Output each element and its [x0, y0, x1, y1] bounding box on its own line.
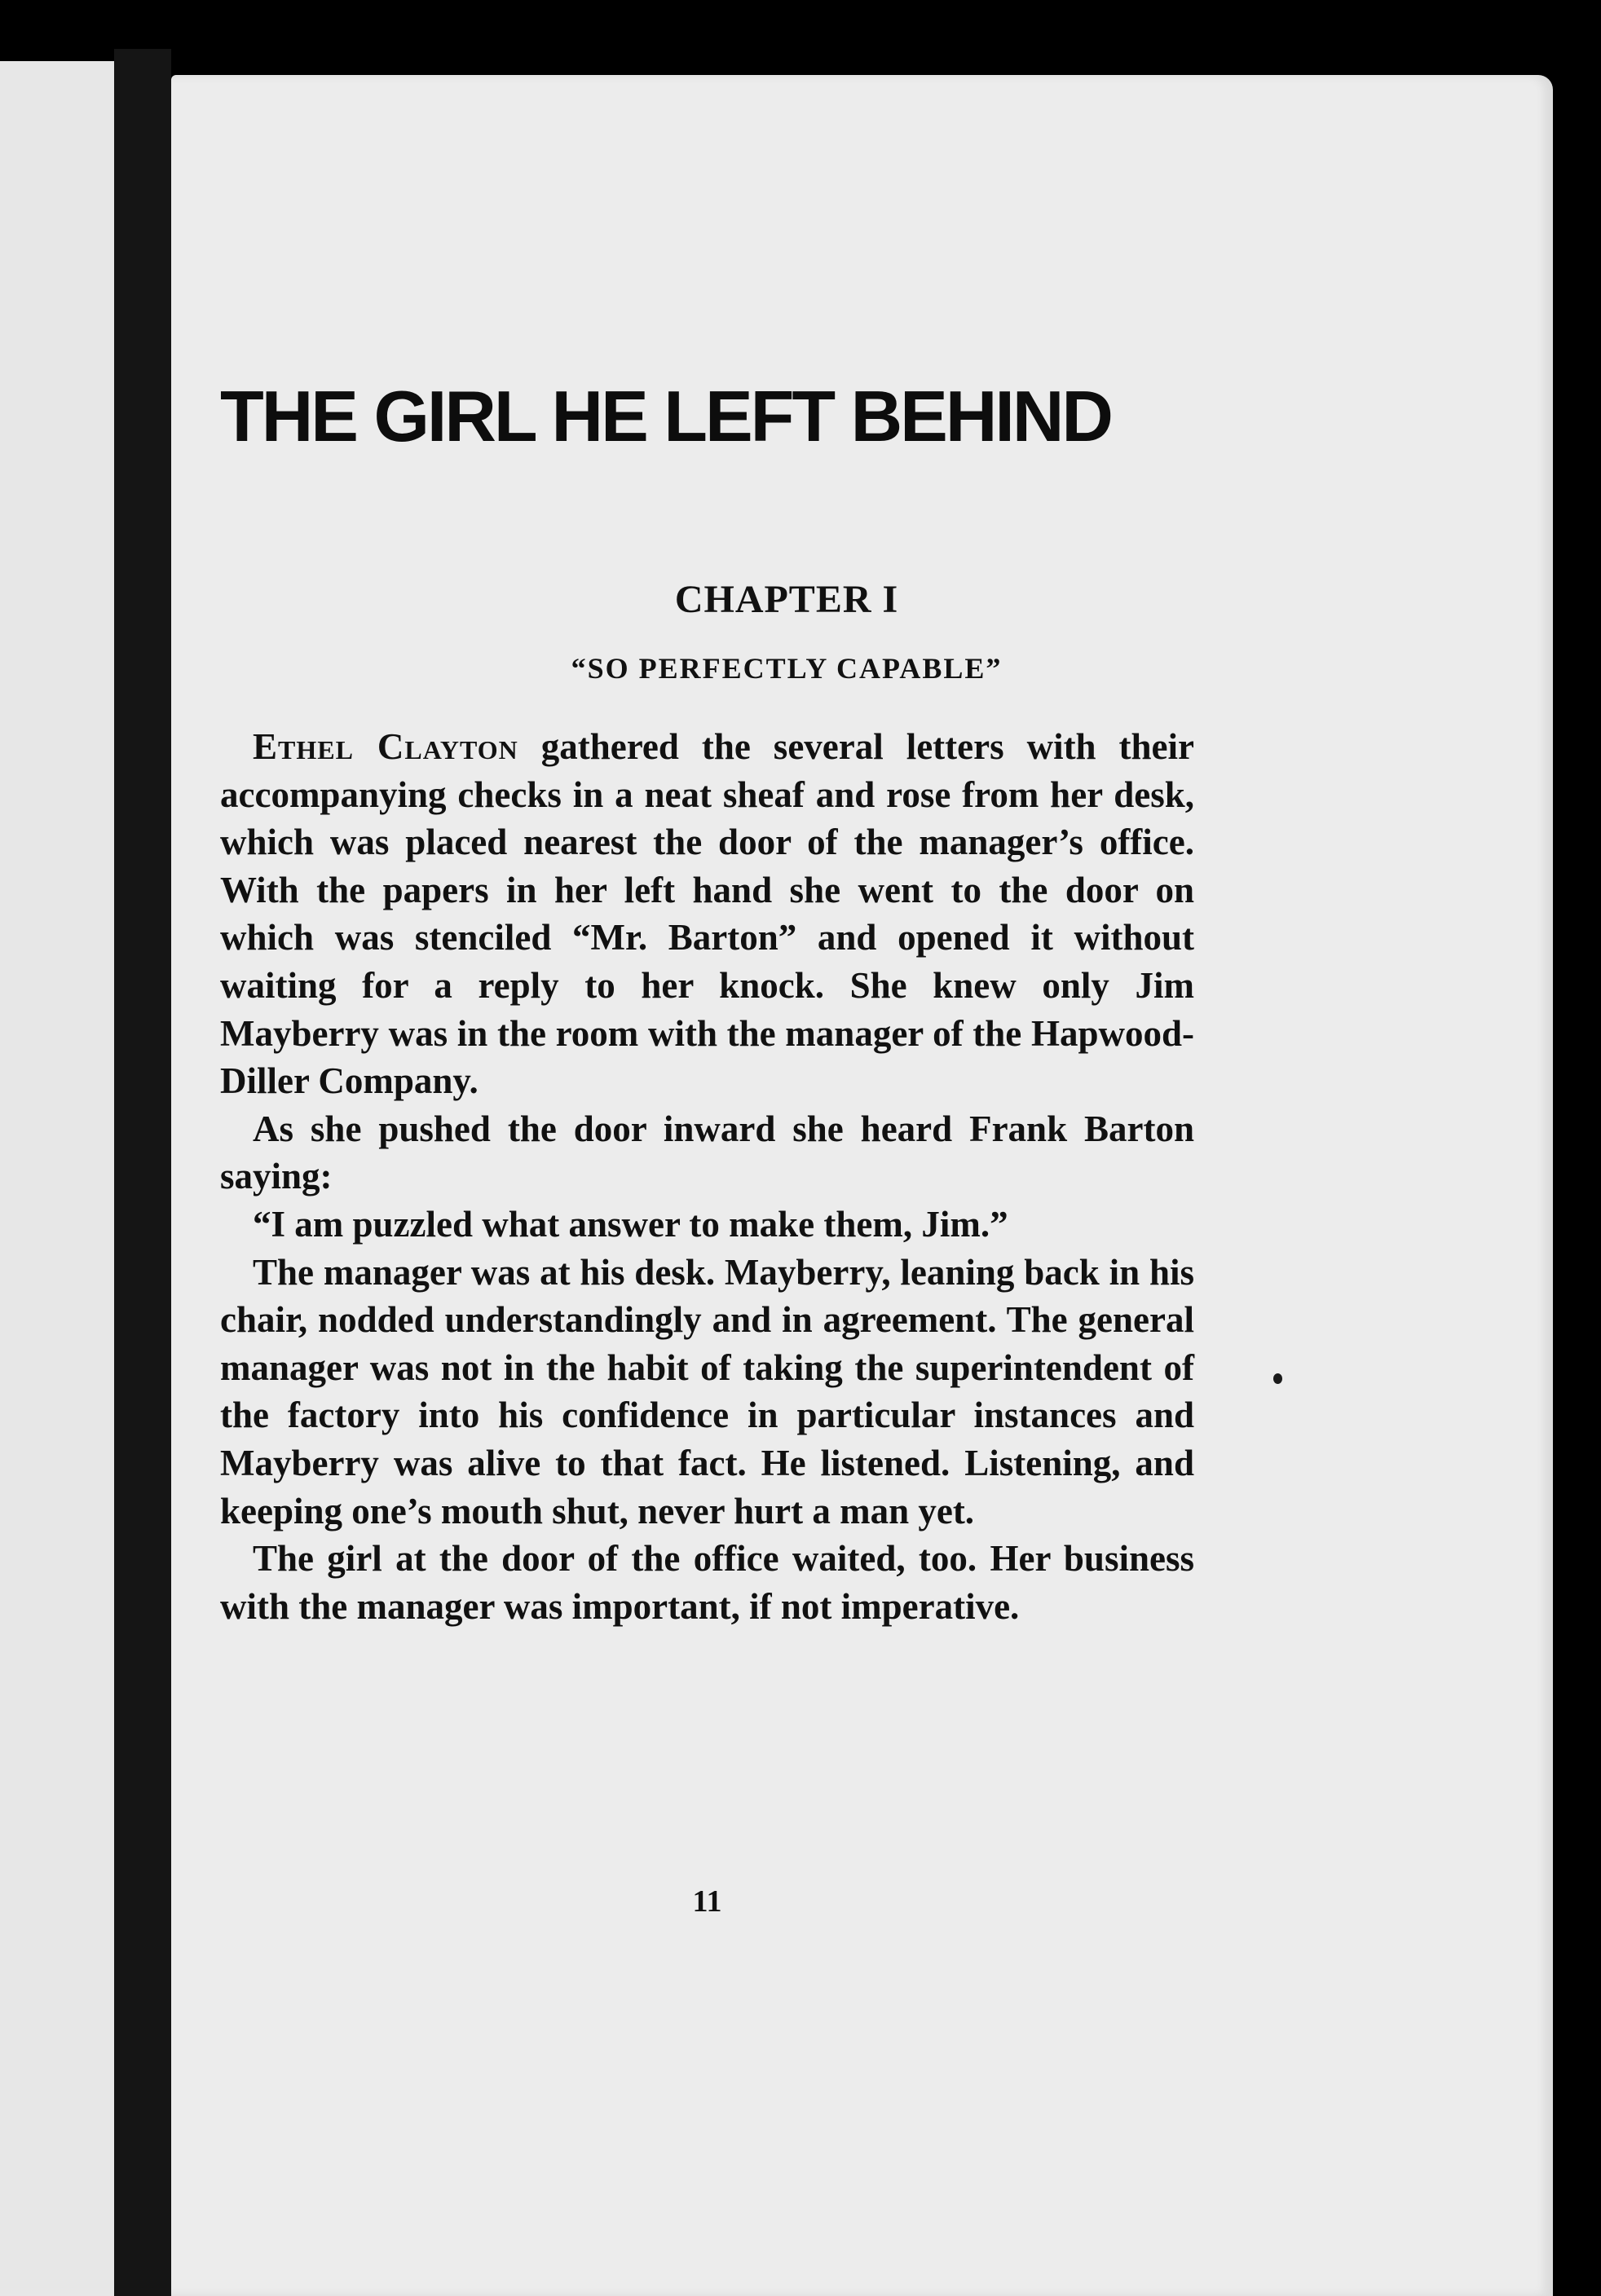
chapter-heading: CHAPTER I	[674, 578, 899, 621]
chapter-title: “SO PERFECTLY CAPABLE”	[571, 652, 1003, 685]
book-gutter	[114, 49, 171, 2296]
paragraph-1-text: gathered the several letters with their accompanying checks in a neat sheaf and rose from her desk, which was placed nearest the door of the manager’s office. With the papers in her left hand she went to the door on which was stenciled “Mr. Barton” and opened it without waiting for a reply to her knock. She knew only Jim Mayberry was in the room with the manager of the Hapwood-Diller Company.	[220, 726, 1194, 1102]
paragraph-1	[220, 723, 1194, 1105]
page-number: 11	[692, 1884, 722, 1919]
paragraph-1-lead: Ethel Clayton	[253, 726, 518, 767]
book-title: THE GIRL HE LEFT BEHIND	[220, 376, 1111, 456]
paragraph-4: The manager was at his desk. Mayberry, leaning back in his chair, nodded understandingly and in agreement. The general manager was not in the habit of taking the superintendent of the factory into his confidence in particular instances and Mayberry was alive to that fact. He listened. Listening, and keeping one’s mouth shut, never hurt a man yet.	[220, 1251, 1194, 1531]
left-page-edge	[0, 61, 114, 2296]
ink-speck	[1273, 1373, 1282, 1384]
paragraph-5: The girl at the door of the office waited, too. Her business with the manager was important, if not imperative.	[220, 1538, 1194, 1627]
book-page	[171, 75, 1553, 2296]
paragraph-2: As she pushed the door inward she heard Frank Barton saying:	[220, 1108, 1194, 1197]
chapter-body	[220, 723, 1194, 1630]
paragraph-3: “I am puzzled what answer to make them, Jim.”	[253, 1203, 1008, 1245]
